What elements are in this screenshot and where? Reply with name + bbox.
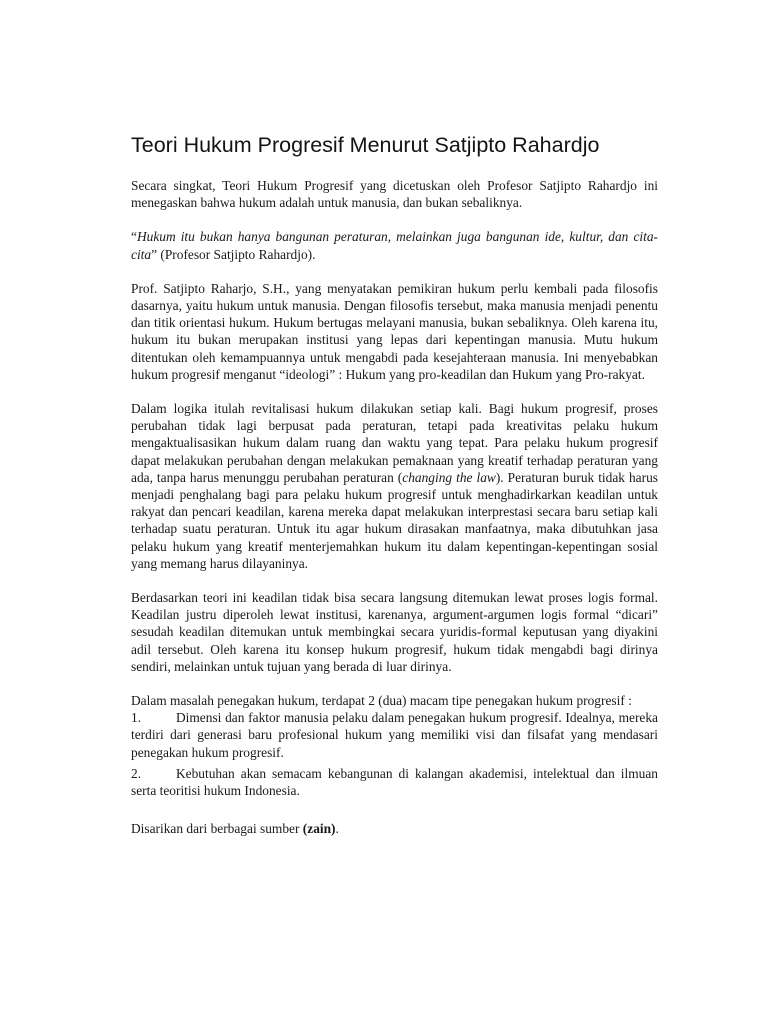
quote-paragraph bbox=[131, 228, 658, 262]
list-item bbox=[131, 709, 658, 761]
list-number: 2. bbox=[131, 765, 142, 781]
source-author: (zain) bbox=[302, 821, 336, 837]
body-paragraph-4: Dalam masalah penegakan hukum, terdapat 2 (dua) macam tipe penegakan hukum progresif : bbox=[131, 693, 632, 709]
body-paragraph-1: Prof. Satjipto Raharjo, S.H., yang menyatakan pemikiran hukum perlu kembali pada filosofis dasarnya, yaitu hukum untuk manusia. Dengan filosofis tersebut, maka manusia menjadi penentu dan titik orientasi hukum. Hukum bertugas melayani manusia, bukan sebaliknya. Oleh karena itu, hukum itu bukan merupakan institusi yang lepas dari kepentingan manusia. Mutu hukum ditentukan oleh kemampuannya untuk mengabdi pada kesejahteraan manusia. Ini menyebabkan hukum progresif menganut “ideologi” : Hukum yang pro-keadilan dan Hukum yang Pro-rakyat. bbox=[131, 280, 658, 382]
document-title: Teori Hukum Progresif Menurut Satjipto Rahardjo bbox=[131, 133, 600, 157]
source-text: Disarikan dari berbagai sumber bbox=[131, 821, 303, 837]
list-number: 1. bbox=[131, 710, 142, 726]
quote-open: “ bbox=[131, 229, 137, 245]
list-text: Kebutuhan akan semacam kebangunan di kalangan akademisi, intelektual dan ilmuan serta teoritisi hukum Indonesia. bbox=[131, 765, 658, 799]
list-text: Dimensi dan faktor manusia pelaku dalam penegakan hukum progresif. Idealnya, mereka terdiri dari generasi baru profesional hukum yang memiliki visi dan filsafat yang mendasari penegakan hukum progresif. bbox=[131, 710, 658, 760]
list-item bbox=[131, 765, 658, 799]
quote-attribution: ” (Profesor Satjipto Rahardjo). bbox=[151, 246, 316, 262]
source-end: . bbox=[335, 821, 339, 837]
para2-italic-term: changing the law bbox=[402, 469, 496, 485]
intro-paragraph: Secara singkat, Teori Hukum Progresif yang dicetuskan oleh Profesor Satjipto Rahardjo ini menegaskan bahwa hukum adalah untuk manusia, dan bukan sebaliknya. bbox=[131, 178, 658, 211]
body-paragraph-3: Berdasarkan teori ini keadilan tidak bisa secara langsung ditemukan lewat proses logis formal. Keadilan justru diperoleh lewat institusi, karenanya, argument-argumen logis formal “dicari” sesudah keadilan ditemukan untuk membingkai secara yuridis-formal keputusan yang diyakini adil tersebut. Oleh karena itu konsep hukum progresif, hukum tidak mengabdi bagi dirinya sendiri, melainkan untuk tujuan yang berada di luar dirinya. bbox=[131, 590, 658, 674]
source-line bbox=[131, 820, 658, 837]
quote-text: Hukum itu bukan hanya bangunan peraturan, melainkan juga bangunan ide, kultur, dan cita-cita bbox=[131, 229, 658, 262]
body-paragraph-2 bbox=[131, 400, 658, 572]
para2-text-before: Dalam logika itulah revitalisasi hukum dilakukan setiap kali. Bagi hukum progresif, proses perubahan tidak lagi berpusat pada peraturan, tetapi pada kreativitas pelaku hukum mengaktualisasikan hukum dalam ruang dan waktu yang tepat. Para pelaku hukum progresif dapat melakukan perubahan dengan melakukan pemaknaan yang kreatif terhadap peraturan yang ada, tanpa harus menunggu perubahan peraturan ( bbox=[131, 401, 658, 485]
para2-text-after: ). Peraturan buruk tidak harus menjadi penghalang bagi para pelaku hukum progresif untuk menghadirkarkan keadilan untuk rakyat dan pencari keadilan, karena mereka dapat melakukan interprestasi secara baru setiap kali terhadap suatu peraturan. Untuk itu agar hukum dirasakan manfaatnya, maka dibutuhkan jasa pelaku hukum yang kreatif menterjemahkan hukum itu dalam kepentingan-kepentingan sosial yang memang harus dilayaninya. bbox=[131, 469, 658, 571]
